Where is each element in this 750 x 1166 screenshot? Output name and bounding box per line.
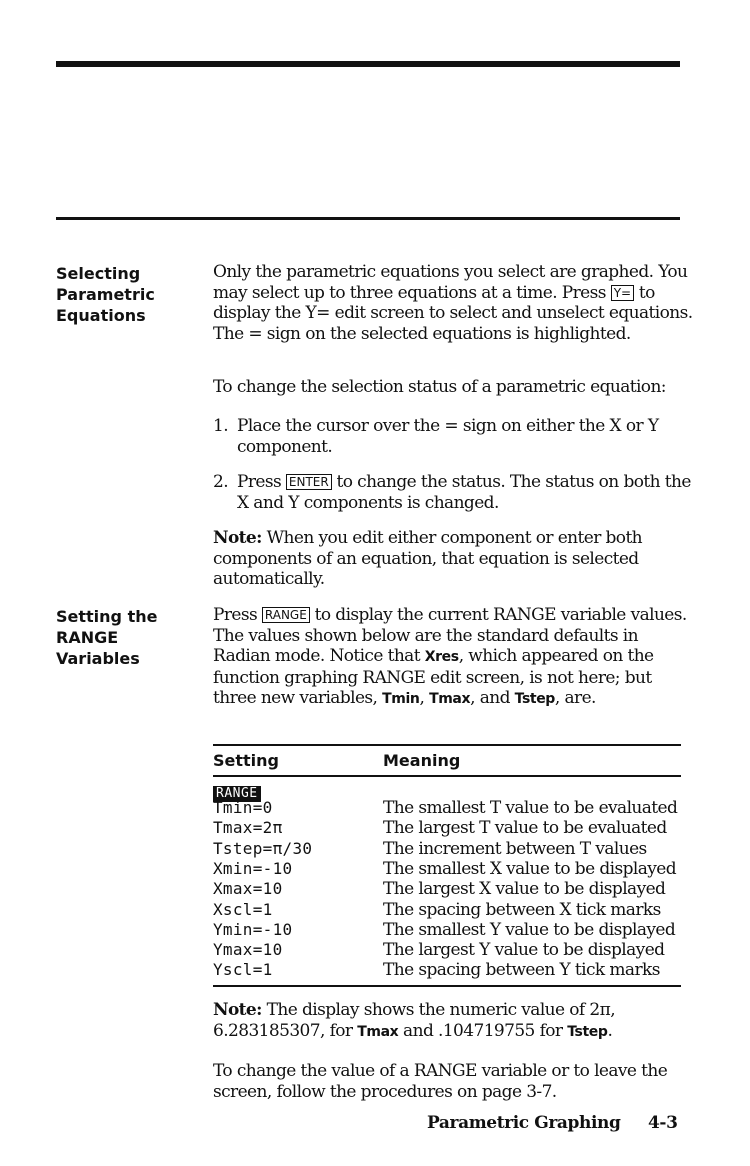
meaning-cell: The largest T value to be evaluated <box>383 818 667 839</box>
top-rule-thin <box>56 217 680 220</box>
setting-cell: Xmin=-10 <box>213 858 293 878</box>
setting-cell: Tstep=π/30 <box>213 838 313 858</box>
para-change-range-value: To change the value of a RANGE variable or to leave the screen, follow the procedures on page 3-7. <box>213 1061 668 1102</box>
heading-selecting-parametric-equations: Selecting Parametric Equations <box>56 264 155 325</box>
setting-cell: Ymax=10 <box>213 940 283 960</box>
table-row <box>213 839 681 859</box>
table-row <box>213 920 681 940</box>
para-select-equations: Only the parametric equations you select are graphed. You may select up to three equations at a time. Press Y= to display the Y= edit screen to select and unselect equations. The = sign on the selected equations is highlighted. <box>213 262 693 344</box>
table-row <box>213 960 681 980</box>
table-header-rule <box>213 775 681 777</box>
note-auto-select: Note: When you edit either component or enter both components of an equation, that equation is selected automatically. <box>213 528 643 589</box>
note-numeric-values: Note: The display shows the numeric value of 2π, 6.283185307, for Tmax and .104719755 for Tstep. <box>213 1000 616 1041</box>
meaning-cell: The smallest T value to be evaluated <box>383 798 678 818</box>
meaning-cell: The spacing between Y tick marks <box>383 960 660 981</box>
meaning-cell: The largest Y value to be displayed <box>383 940 665 961</box>
table-row <box>213 879 681 899</box>
table-row <box>213 818 681 838</box>
para-change-selection: To change the selection status of a parametric equation: <box>213 377 666 397</box>
step-2-text: Press ENTER to change the status. The status on both the X and Y components is changed. <box>237 472 691 513</box>
range-screen-badge: RANGE <box>213 786 261 802</box>
setting-cell: Tmax=2π <box>213 818 283 838</box>
setting-cell: Tmin=0 <box>213 798 273 817</box>
para-range-variables: Press RANGE to display the current RANGE variable values. The values shown below are the standard defaults in Radian mode. Notice that Xres, which appeared on the function graphing RANGE edit screen, is not here; but three new variables, Tmin, Tmax, and Tstep, are. <box>213 605 687 708</box>
key-y-equals: Y= <box>611 285 634 301</box>
meaning-cell: The increment between T values <box>383 838 647 859</box>
table-top-rule <box>213 744 681 746</box>
meaning-cell: The largest X value to be displayed <box>383 879 666 900</box>
table-bottom-rule <box>213 985 681 987</box>
setting-cell: Ymin=-10 <box>213 919 293 939</box>
key-range: RANGE <box>262 607 310 623</box>
table-header-meaning: Meaning <box>383 751 461 770</box>
step-1-number: 1. <box>213 416 229 436</box>
table-row <box>213 859 681 879</box>
step-1-text: Place the cursor over the = sign on either the X or Y component. <box>237 416 659 457</box>
table-header-setting: Setting <box>213 751 279 770</box>
step-2-number: 2. <box>213 472 229 492</box>
meaning-cell: The smallest X value to be displayed <box>383 858 676 879</box>
setting-cell: Xmax=10 <box>213 879 283 899</box>
setting-cell: Yscl=1 <box>213 960 273 980</box>
table-row <box>213 798 681 818</box>
heading-setting-range-variables: Setting the RANGE Variables <box>56 607 158 668</box>
table-row <box>213 940 681 960</box>
footer-section-title: Parametric Graphing <box>427 1113 621 1133</box>
meaning-cell: The smallest Y value to be displayed <box>383 919 676 940</box>
key-enter: ENTER <box>286 474 332 490</box>
top-rule-thick <box>56 61 680 67</box>
table-row <box>213 900 681 920</box>
meaning-cell: The spacing between X tick marks <box>383 899 661 920</box>
footer-page-number: 4-3 <box>648 1113 678 1133</box>
setting-cell: Xscl=1 <box>213 899 273 919</box>
